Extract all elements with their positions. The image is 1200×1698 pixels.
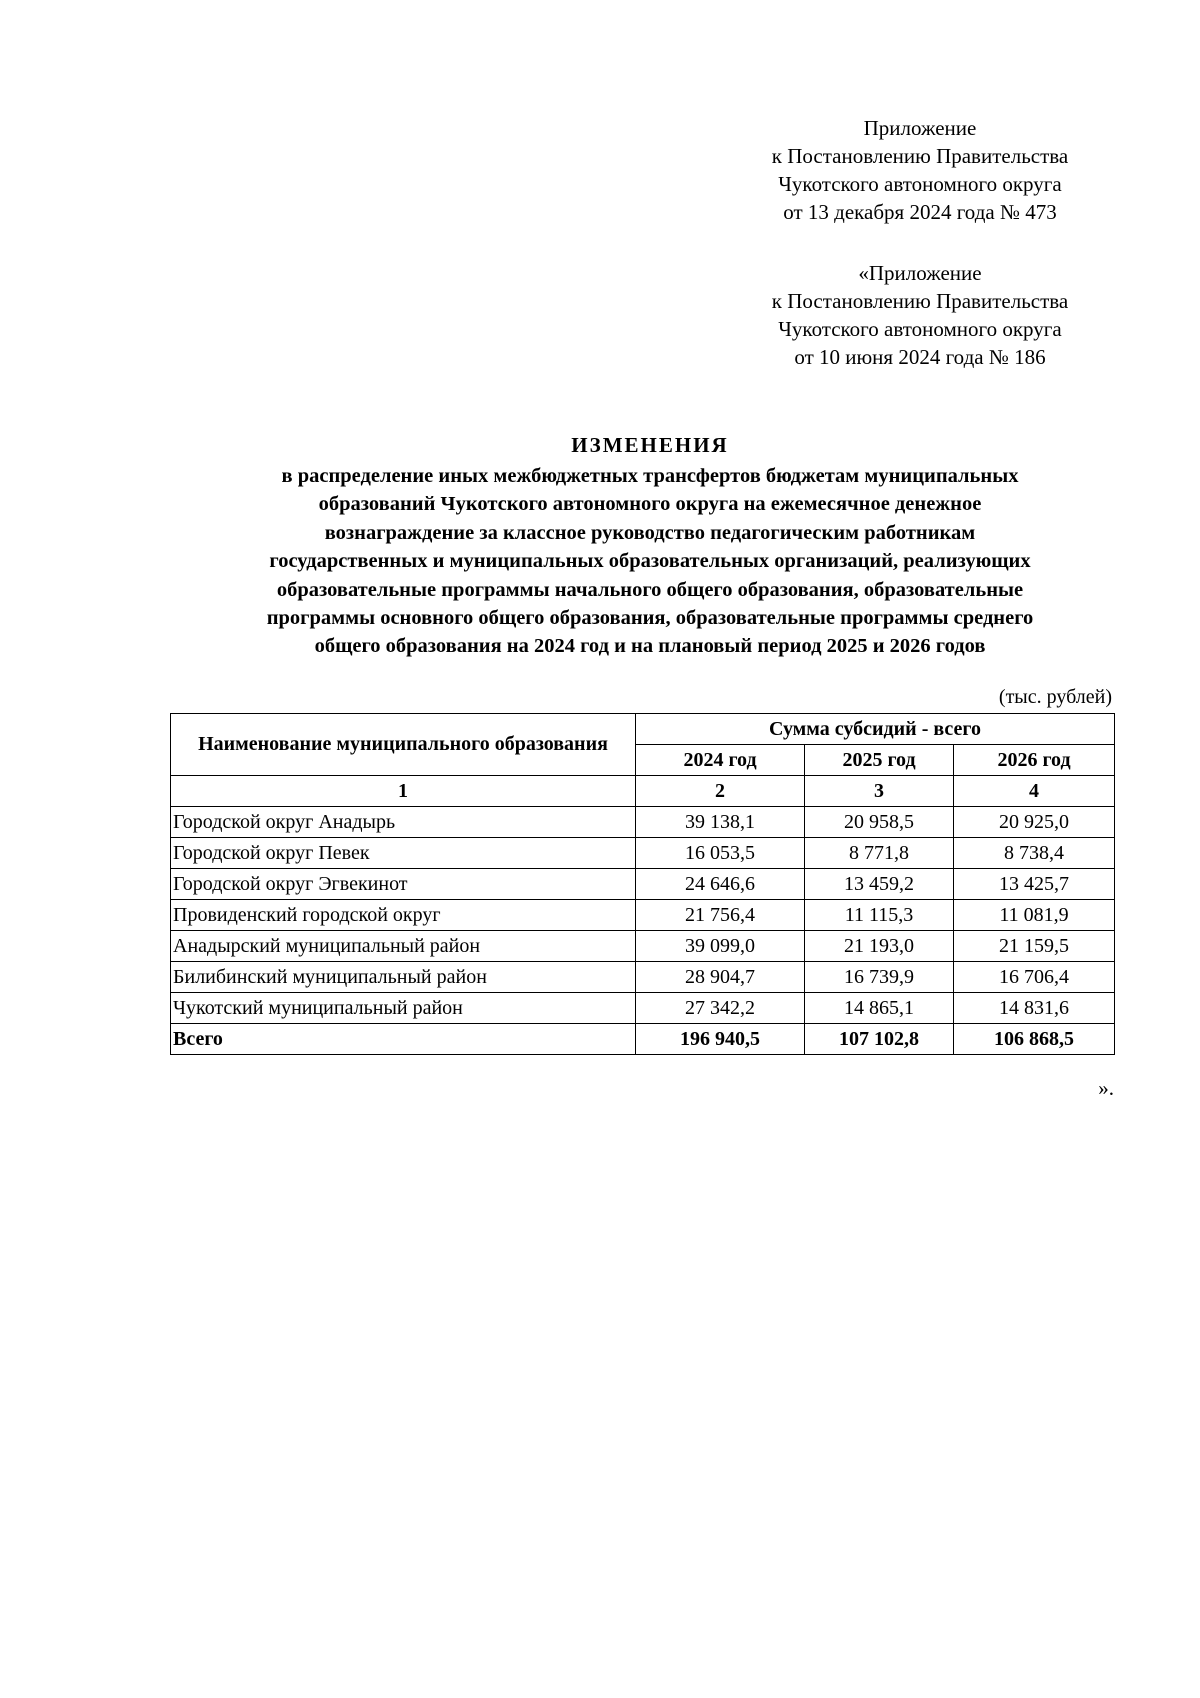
table-row — [171, 900, 1115, 931]
value-2025: 14 865,1 — [805, 993, 954, 1024]
table-row — [171, 869, 1115, 900]
closing-quote-mark: ». — [1098, 1076, 1114, 1100]
subtitle-line: вознаграждение за классное руководство педагогическим работникам — [324, 521, 976, 544]
subtitle-line: общего образования на 2024 год и на плановый период 2025 и 2026 годов — [314, 635, 986, 658]
column-number: 3 — [805, 776, 954, 807]
total-2024: 196 940,5 — [636, 1024, 805, 1055]
value-2026: 20 925,0 — [954, 807, 1115, 838]
value-2024: 39 099,0 — [636, 931, 805, 962]
subtitle-line: образовательные программы начального общего образования, образовательные — [276, 578, 1024, 601]
value-2025: 16 739,9 — [805, 962, 954, 993]
subsidy-table — [170, 713, 1115, 1055]
municipality-name: Городской округ Анадырь — [171, 807, 636, 838]
appendix-line: Приложение — [863, 116, 977, 140]
table-row — [171, 807, 1115, 838]
value-2026: 21 159,5 — [954, 931, 1115, 962]
column-number: 1 — [171, 776, 636, 807]
column-number: 2 — [636, 776, 805, 807]
table-header-row — [171, 714, 1115, 745]
total-2026: 106 868,5 — [954, 1024, 1115, 1055]
table-row — [171, 931, 1115, 962]
header-subsidy-total: Сумма субсидий - всего — [636, 714, 1115, 745]
value-2024: 28 904,7 — [636, 962, 805, 993]
value-2026: 8 738,4 — [954, 838, 1115, 869]
municipality-name: Чукотский муниципальный район — [171, 993, 636, 1024]
total-2025: 107 102,8 — [805, 1024, 954, 1055]
value-2024: 16 053,5 — [636, 838, 805, 869]
subtitle-line: государственных и муниципальных образовательных организаций, реализующих — [269, 550, 1031, 573]
subtitle-line: программы основного общего образования, образовательные программы среднего — [266, 607, 1034, 630]
value-2025: 11 115,3 — [805, 900, 954, 931]
subtitle-line: в распределение иных межбюджетных трансфертов бюджетам муниципальных — [281, 465, 1019, 487]
column-number: 4 — [954, 776, 1115, 807]
value-2024: 21 756,4 — [636, 900, 805, 931]
value-2026: 14 831,6 — [954, 993, 1115, 1024]
table-row — [171, 962, 1115, 993]
header-year-2024: 2024 год — [636, 745, 805, 776]
value-2024: 39 138,1 — [636, 807, 805, 838]
value-2025: 21 193,0 — [805, 931, 954, 962]
column-number-row — [171, 776, 1115, 807]
value-2024: 24 646,6 — [636, 869, 805, 900]
amended-appendix-header — [705, 259, 1135, 371]
subtitle-line: образований Чукотского автономного округа на ежемесячное денежное — [318, 493, 982, 516]
appendix-line: «Приложение — [858, 261, 982, 285]
appendix-line: Чукотского автономного округа — [778, 317, 1062, 341]
municipality-name: Анадырский муниципальный район — [171, 931, 636, 962]
value-2025: 20 958,5 — [805, 807, 954, 838]
document-subtitle — [150, 462, 1150, 661]
appendix-line: Чукотского автономного округа — [778, 172, 1062, 196]
table-row — [171, 838, 1115, 869]
document-title: ИЗМЕНЕНИЯ — [571, 433, 729, 457]
value-2025: 8 771,8 — [805, 838, 954, 869]
appendix-line: от 13 декабря 2024 года № 473 — [783, 200, 1057, 224]
header-municipality: Наименование муниципального образования — [171, 714, 636, 776]
appendix-header — [705, 114, 1135, 226]
value-2026: 13 425,7 — [954, 869, 1115, 900]
municipality-name: Городской округ Эгвекинот — [171, 869, 636, 900]
header-year-2025: 2025 год — [805, 745, 954, 776]
units-label: (тыс. рублей) — [998, 686, 1112, 708]
value-2024: 27 342,2 — [636, 993, 805, 1024]
appendix-line: к Постановлению Правительства — [771, 289, 1069, 313]
appendix-line: к Постановлению Правительства — [771, 144, 1069, 168]
municipality-name: Провиденский городской округ — [171, 900, 636, 931]
value-2025: 13 459,2 — [805, 869, 954, 900]
header-year-2026: 2026 год — [954, 745, 1115, 776]
value-2026: 16 706,4 — [954, 962, 1115, 993]
municipality-name: Билибинский муниципальный район — [171, 962, 636, 993]
value-2026: 11 081,9 — [954, 900, 1115, 931]
total-label: Всего — [171, 1024, 636, 1055]
municipality-name: Городской округ Певек — [171, 838, 636, 869]
appendix-line: от 10 июня 2024 года № 186 — [794, 345, 1046, 369]
table-total-row — [171, 1024, 1115, 1055]
table-row — [171, 993, 1115, 1024]
